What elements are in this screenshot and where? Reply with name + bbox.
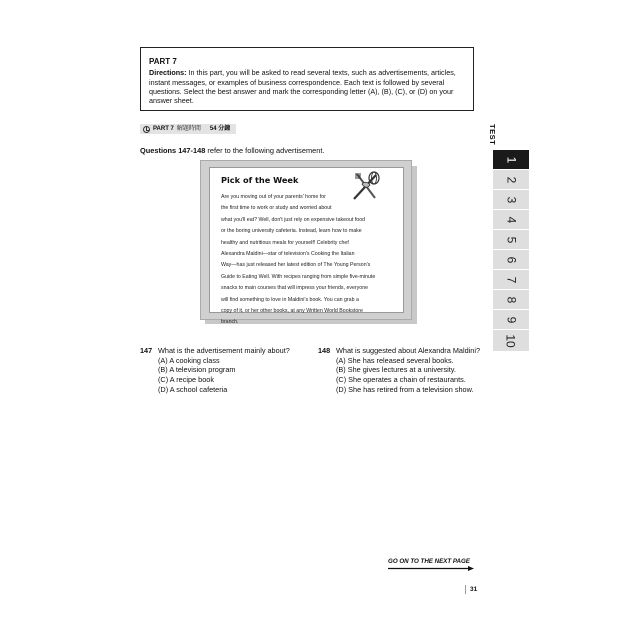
questions-intro-text: refer to the following advertisement. xyxy=(205,146,325,155)
answer-option[interactable]: (D) A school cafeteria xyxy=(158,384,228,394)
answer-option[interactable]: (B) A television program xyxy=(158,365,236,375)
tab-label: 1 xyxy=(504,156,518,163)
ad-line: Alexandra Maldini—star of television's Cooking the Italian xyxy=(221,251,355,258)
question-147 xyxy=(140,346,290,395)
answer-option[interactable]: (D) She has retired from a television show. xyxy=(336,384,474,394)
tab-test-6[interactable] xyxy=(493,250,529,270)
ad-body xyxy=(221,192,395,329)
tab-test-7[interactable] xyxy=(493,270,529,290)
directions-label: Directions: xyxy=(149,68,187,78)
ad-line: copy of it, or her other books, at any Written World Bookstore xyxy=(221,308,363,315)
ad-line: branch. xyxy=(221,319,239,326)
ad-line: will find something to love in Maldini's book. You can grab a xyxy=(221,296,359,303)
timer-label: 解題時間 xyxy=(176,126,201,132)
part-title: PART 7 xyxy=(149,57,177,66)
test-label: TEST xyxy=(488,124,497,146)
ad-line: snacks to main courses that will impress your friends, everyone xyxy=(221,285,369,292)
fork-knife-whisk-icon xyxy=(348,170,384,202)
ad-line: what you'll eat? Well, don't just rely on expensive takeout food xyxy=(221,216,366,223)
timer-part: PART 7 xyxy=(153,126,174,132)
questions-range: Questions 147-148 xyxy=(140,146,206,155)
answer-option[interactable]: (C) She operates a chain of restaurants. xyxy=(336,375,466,385)
answer-option[interactable]: (C) A recipe book xyxy=(158,375,214,385)
answer-option[interactable]: (A) She has released several books. xyxy=(336,355,454,365)
tab-label: 9 xyxy=(504,316,518,323)
ad-line: or the boring university cafeteria. Instead, learn how to make xyxy=(221,228,362,235)
tab-label: 3 xyxy=(504,196,518,203)
answer-option[interactable]: (B) She gives lectures at a university. xyxy=(336,365,456,375)
tab-test-3[interactable] xyxy=(493,190,529,210)
ad-title: Pick of the Week xyxy=(221,175,299,185)
tab-test-4[interactable] xyxy=(493,210,529,230)
tab-label: 4 xyxy=(504,216,518,223)
tab-label: 2 xyxy=(504,176,518,183)
ad-line: the first time to work or study and worried about xyxy=(221,205,332,212)
tab-test-10[interactable] xyxy=(493,330,529,352)
tab-test-2[interactable] xyxy=(493,170,529,190)
tab-test-8[interactable] xyxy=(493,290,529,310)
tab-label: 10 xyxy=(503,333,518,348)
go-on-next-page: GO ON TO THE NEXT PAGE xyxy=(388,558,470,565)
tab-label: 8 xyxy=(504,296,518,303)
questions-intro xyxy=(140,146,324,155)
tab-test-1[interactable] xyxy=(493,150,529,170)
directions-body: In this part, you will be asked to read several texts, such as advertisements, articles, instant messages, or examples of business correspondence. Each text is followed by several questions. Select the best answer and mark the corresponding letter (A), (B), (C), or (D) on your answer sheet. xyxy=(149,68,456,106)
answer-option[interactable]: (A) A cooking class xyxy=(158,355,220,365)
clock-icon xyxy=(143,126,150,133)
directions-box xyxy=(140,47,474,111)
timer-badge xyxy=(140,124,236,134)
ad-line: Way—has just released her latest edition of The Young Person's xyxy=(221,262,371,269)
tab-label: 6 xyxy=(504,256,518,263)
tab-test-9[interactable] xyxy=(493,310,529,330)
ad-line: Guide to Eating Well. With recipes ranging from simple five-minute xyxy=(221,273,376,280)
directions-text xyxy=(149,68,465,105)
ad-line: healthy and nutritious meals for yourself! Celebrity chef xyxy=(221,239,349,246)
timer-minutes: 54 分鐘 xyxy=(209,126,231,132)
tab-test-5[interactable] xyxy=(493,230,529,250)
advertisement xyxy=(209,167,404,326)
page-number: 31 xyxy=(470,586,478,593)
right-arrow-icon xyxy=(388,566,474,571)
ad-line: Are you moving out of your parents' home for xyxy=(221,194,326,200)
question-number: 147 xyxy=(140,346,153,355)
tab-label: 5 xyxy=(504,236,518,243)
question-prompt: What is suggested about Alexandra Maldini? xyxy=(336,346,480,355)
question-prompt: What is the advertisement mainly about? xyxy=(158,346,290,355)
question-number: 148 xyxy=(318,346,331,355)
question-148 xyxy=(318,346,480,395)
page-divider xyxy=(465,585,466,594)
tab-label: 7 xyxy=(504,276,518,283)
